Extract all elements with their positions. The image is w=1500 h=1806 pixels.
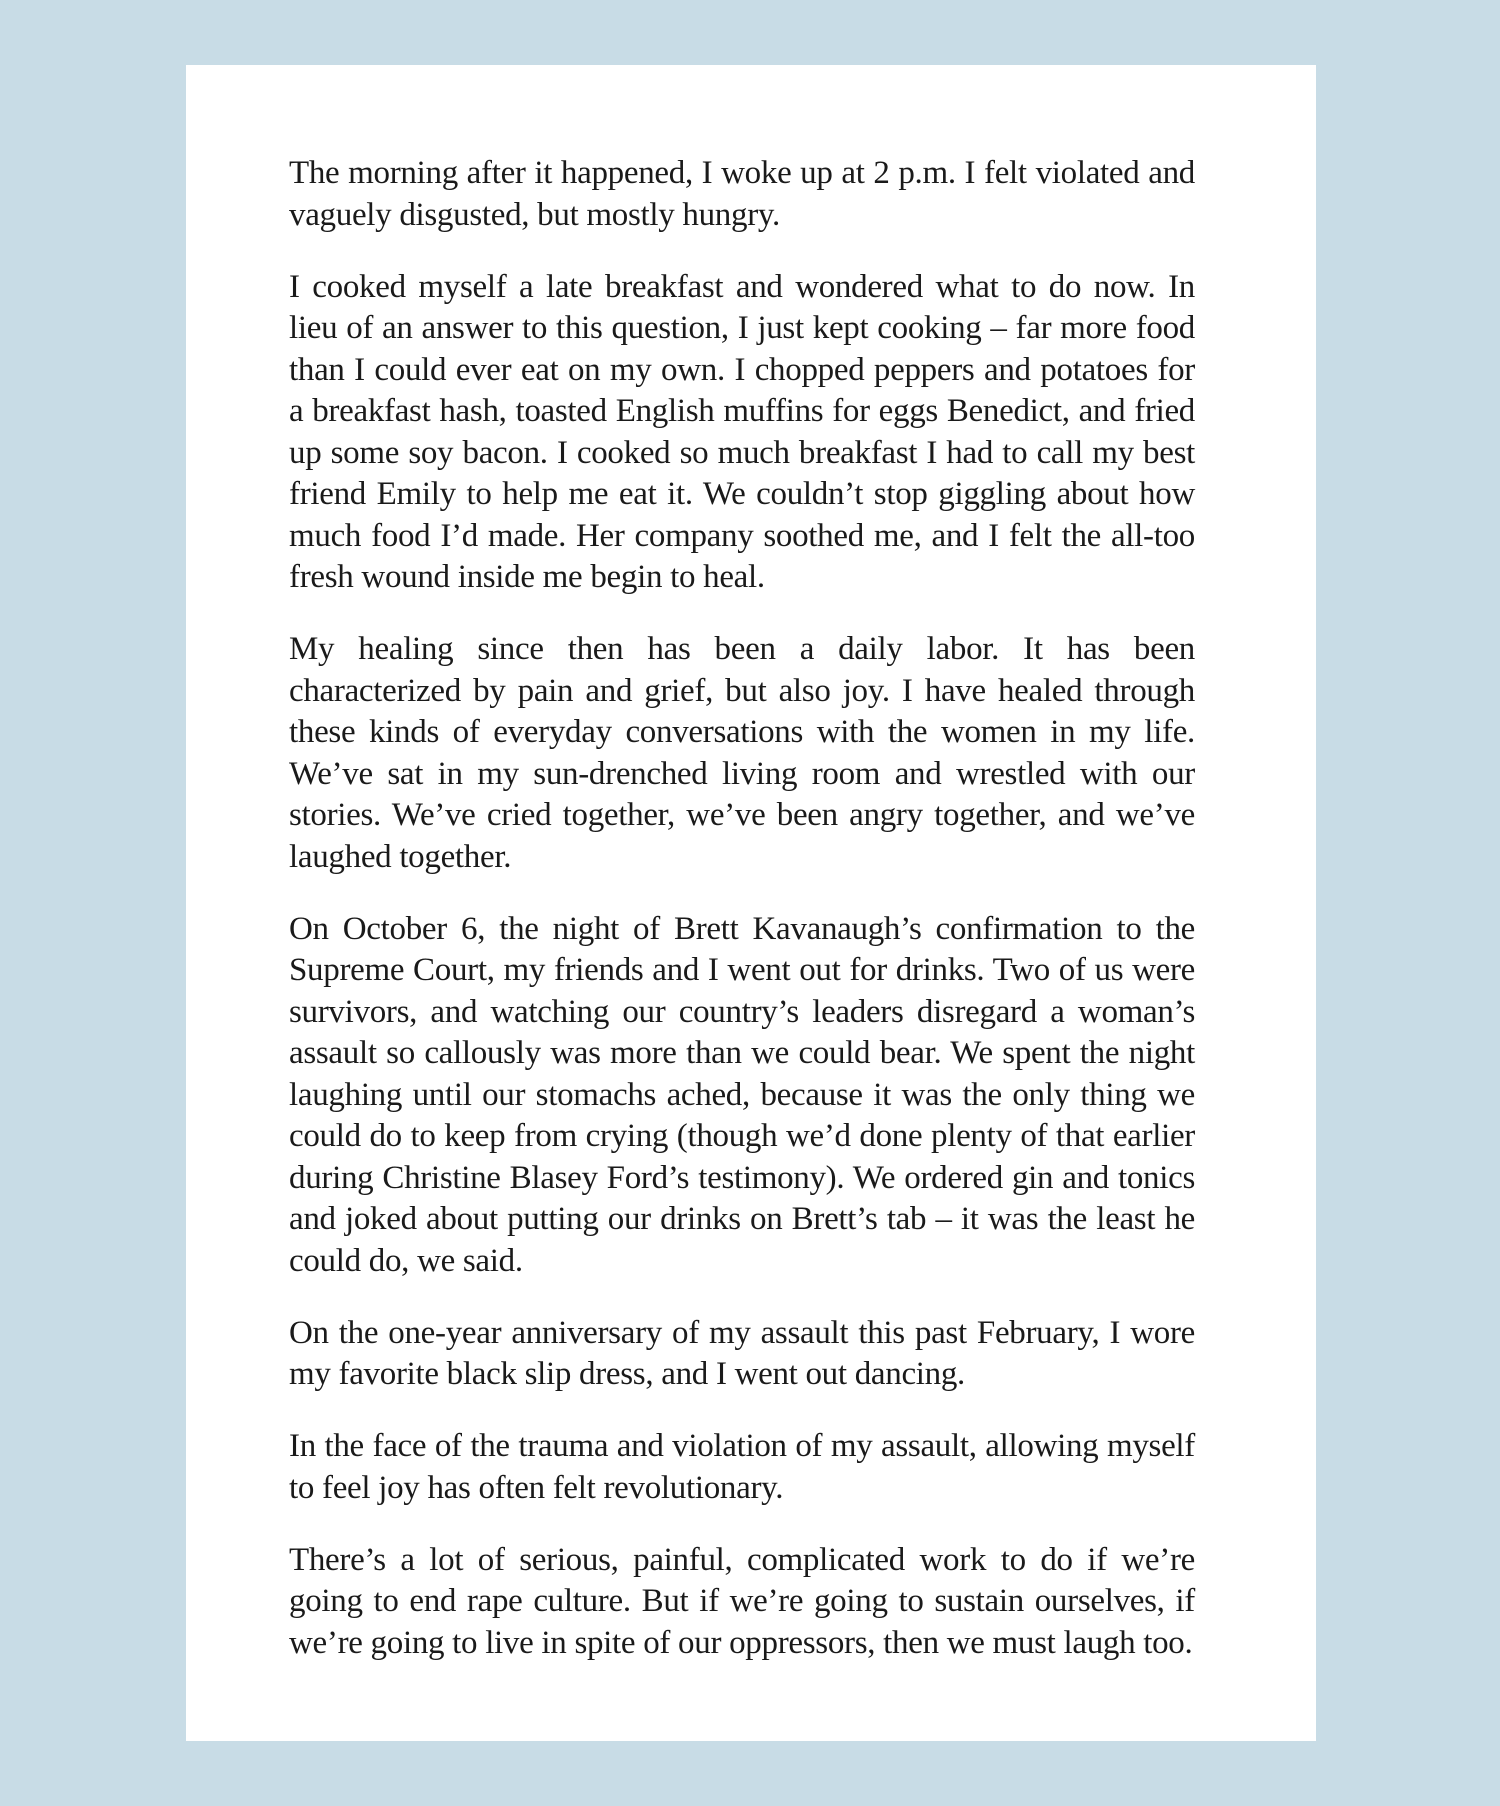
- paragraph: There’s a lot of serious, painful, complicated work to do if we’re going to end rape culture. But if we’re going to sustain ourselves, if we’re going to live in spite of our oppressors, then we must laugh too.: [289, 1541, 1195, 1661]
- paragraph: The morning after it happened, I woke up at 2 p.m. I felt violated and vaguely disgusted, but mostly hungry.: [289, 155, 1195, 233]
- document-page: [186, 65, 1316, 1741]
- article-body: [289, 153, 1195, 1664]
- paragraph: My healing since then has been a daily labor. It has been characterized by pain and grief, but also joy. I have healed through these kinds of everyday conversations with the women in my life. We’ve sat in my sun-drenched living room and wrestled with our stories. We’ve cried together, we’ve been angry together, and we’ve laughed together.: [289, 631, 1195, 875]
- paragraph: I cooked myself a late breakfast and wondered what to do now. In lieu of an answer to this question, I just kept cooking – far more food than I could ever eat on my own. I chopped peppers and potatoes for a breakfast hash, toasted English muffins for eggs Benedict, and fried up some soy bacon. I cooked so much breakfast I had to call my best friend Emily to help me eat it. We couldn’t stop giggling about how much food I’d made. Her company soothed me, and I felt the all-too fresh wound inside me begin to heal.: [289, 268, 1195, 595]
- paragraph: On October 6, the night of Brett Kavanaugh’s confirmation to the Supreme Court, my friends and I went out for drinks. Two of us were survivors, and watching our country’s leaders disregard a woman’s assault so callously was more than we could bear. We spent the night laughing until our stomachs ached, because it was the only thing we could do to keep from crying (though we’d done plenty of that earlier during Christine Blasey Ford’s testimony). We ordered gin and tonics and joked about putting our drinks on Brett’s tab – it was the least he could do, we said.: [289, 910, 1195, 1279]
- paragraph: On the one-year anniversary of my assault this past February, I wore my favorite black slip dress, and I went out dancing.: [289, 1314, 1195, 1392]
- paragraph: In the face of the trauma and violation of my assault, allowing myself to feel joy has often felt revolutionary.: [289, 1428, 1195, 1506]
